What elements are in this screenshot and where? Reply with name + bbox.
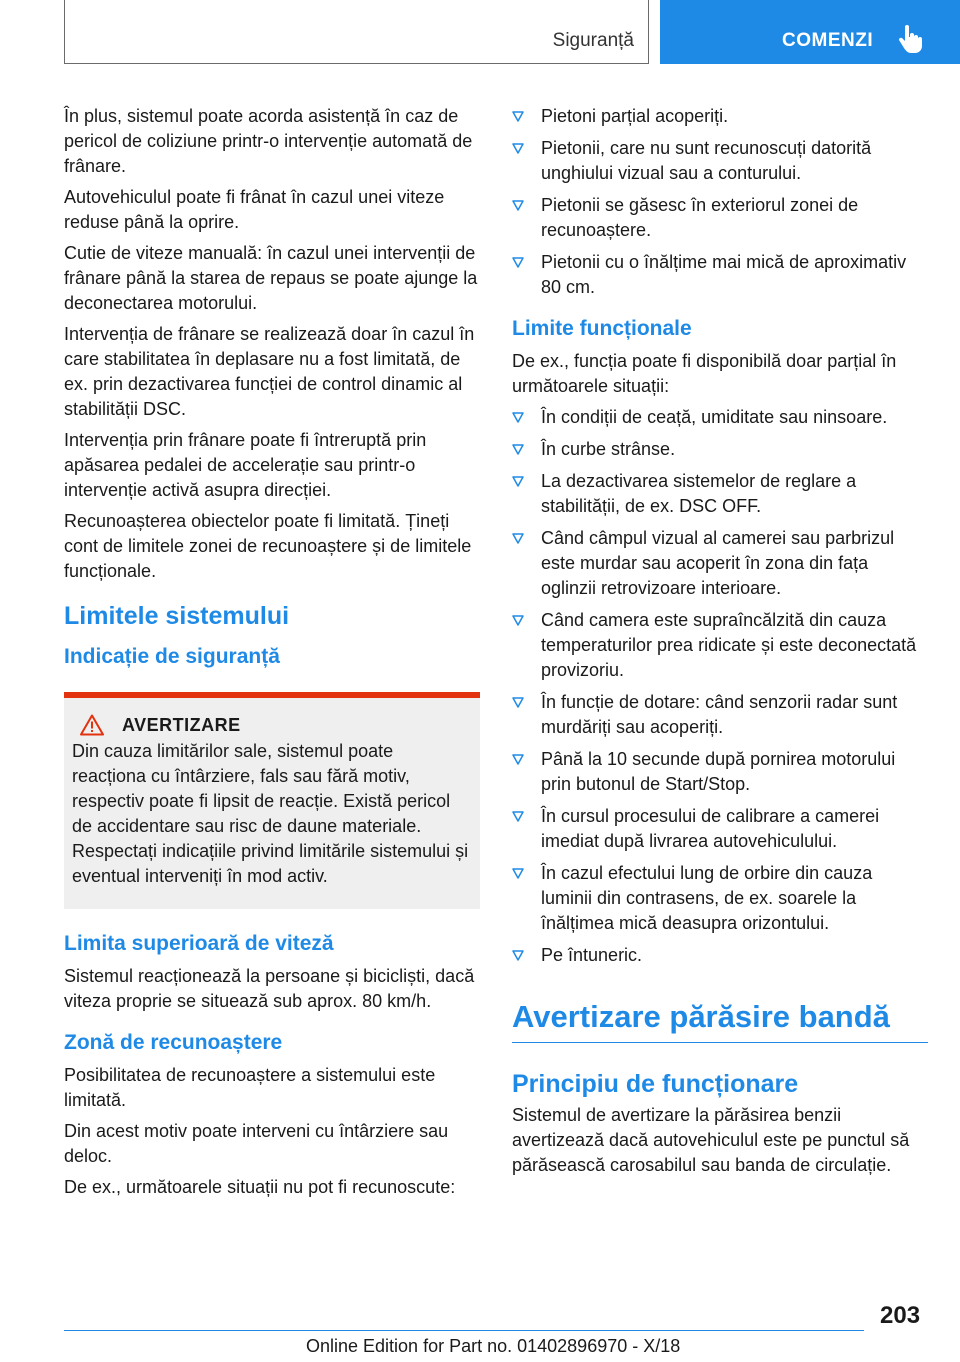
header-section-box <box>64 0 649 64</box>
paragraph: Cutie de viteze manuală: în cazul unei intervenții de frânare până la starea de repaus se poate ajunge la deconectarea motorului. <box>64 243 478 313</box>
list-item: Până la 10 secunde după pornirea motorului prin butonul de Start/Stop. <box>512 747 928 797</box>
paragraph: Sistemul reacționează la persoane și bicicliști, dacă viteza proprie se situează sub aprox. 80 km/h. <box>64 966 475 1011</box>
bullet-triangle-icon <box>512 111 524 122</box>
subheading-detection-zone: Zonă de recunoaștere <box>64 1031 283 1054</box>
list-item: În cazul efectului lung de orbire din cauza luminii din contrasens, de ex. soarele la înălțimea mică deasupra orizontului. <box>512 861 928 936</box>
list-item: În funcție de dotare: când senzorii radar sunt murdăriți sau acoperiți. <box>512 690 928 740</box>
hand-pointer-icon <box>898 24 924 54</box>
bullet-triangle-icon <box>512 143 524 154</box>
bullet-triangle-icon <box>512 444 524 455</box>
paragraph: Intervenția prin frânare poate fi întreruptă prin apăsarea pedalei de accelerație sau printr-o intervenție activă asupra direcției. <box>64 430 427 500</box>
bullet-triangle-icon <box>512 754 524 765</box>
bullet-triangle-icon <box>512 476 524 487</box>
footer-edition: Online Edition for Part no. 01402896970 - X/18 <box>306 1336 681 1356</box>
list-item: Pietonii cu o înălțime mai mică de aproximativ 80 cm. <box>512 250 928 300</box>
warning-box <box>64 692 480 909</box>
list-item: Când camera este supraîncălzită din cauza temperaturilor prea ridicate și este deconectată provizoriu. <box>512 608 928 683</box>
list-item: Pietonii, care nu sunt recunoscuți datorită unghiului vizual sau a conturului. <box>512 136 928 186</box>
warning-triangle-icon <box>80 714 104 736</box>
bullet-triangle-icon <box>512 868 524 879</box>
section-heading-system-limits: Limitele sistemului <box>64 602 290 630</box>
paragraph: Recunoașterea obiectelor poate fi limitată. Țineți cont de limitele zonei de recunoaștere și de limitele funcționale. <box>64 511 472 581</box>
header-section-title: Siguranță <box>552 30 634 51</box>
bullet-triangle-icon <box>512 257 524 268</box>
list-item: În cursul procesului de calibrare a camerei imediat după livrarea autovehiculului. <box>512 804 928 854</box>
paragraph: Intervenția de frânare se realizează doar în cazul în care stabilitatea în deplasare nu a fost limitată, de ex. prin dezactivarea funcției de control dinamic al stabilității DSC. <box>64 324 475 419</box>
right-column <box>512 104 928 1184</box>
bullet-triangle-icon <box>512 811 524 822</box>
bullet-triangle-icon <box>512 412 524 423</box>
paragraph: Posibilitatea de recunoaștere a sistemului este limitată. <box>64 1065 436 1110</box>
bullet-triangle-icon <box>512 950 524 961</box>
paragraph: De ex., funcția poate fi disponibilă doar parțial în următoarele situații: <box>512 351 897 396</box>
paragraph: Sistemul de avertizare la părăsirea benzii avertizează dacă autovehiculul este pe punctul să părăsească carosabilul sau banda de circulație. <box>512 1105 910 1175</box>
chapter-heading-lane-departure: Avertizare părăsire bandă <box>512 998 928 1043</box>
bullet-triangle-icon <box>512 615 524 626</box>
bullet-triangle-icon <box>512 697 524 708</box>
page-number: 203 <box>880 1302 921 1329</box>
list-item: Pietonii se găsesc în exteriorul zonei de recunoaștere. <box>512 193 928 243</box>
warning-header <box>80 714 472 736</box>
footer-divider <box>64 1330 864 1331</box>
list-item: În condiții de ceață, umiditate sau ninsoare. <box>512 405 928 430</box>
paragraph: În plus, sistemul poate acorda asistență în caz de pericol de coliziune printr-o intervenție automată de frânare. <box>64 106 473 176</box>
zone-list <box>512 104 928 300</box>
bullet-triangle-icon <box>512 533 524 544</box>
subheading-safety-note: Indicație de siguranță <box>64 645 280 668</box>
paragraph: Din acest motiv poate interveni cu întârziere sau deloc. <box>64 1121 449 1166</box>
subheading-speed-limit: Limita superioară de viteză <box>64 932 334 955</box>
left-column <box>64 104 480 1206</box>
list-item: Pe întuneric. <box>512 943 928 968</box>
header-tab-label: COMENZI <box>782 30 874 51</box>
paragraph: Autovehiculul poate fi frânat în cazul unei viteze reduse până la oprire. <box>64 187 445 232</box>
warning-title: AVERTIZARE <box>122 714 241 735</box>
subheading-functional-limits: Limite funcționale <box>512 317 692 340</box>
list-item: Pietoni parțial acoperiți. <box>512 104 928 129</box>
header-chapter-tab[interactable] <box>660 0 960 64</box>
paragraph: De ex., următoarele situații nu pot fi recunoscute: <box>64 1177 456 1197</box>
list-item: Când câmpul vizual al camerei sau parbrizul este murdar sau acoperit în zona din fața oglinzii retrovizoare interioare. <box>512 526 928 601</box>
list-item: În curbe strânse. <box>512 437 928 462</box>
bullet-triangle-icon <box>512 200 524 211</box>
list-item: La dezactivarea sistemelor de reglare a stabilității, de ex. DSC OFF. <box>512 469 928 519</box>
limits-list <box>512 405 928 968</box>
section-heading-principle: Principiu de funcționare <box>512 1070 799 1098</box>
warning-text: Din cauza limitărilor sale, sistemul poate reacționa cu întârziere, fals sau fără motiv, respectiv poate fi lipsit de reacție. Există pericol de accidentare sau risc de daune materiale. Respectați indicațiile privind limitările sistemului și eventual interveniți în mod activ. <box>72 741 469 886</box>
